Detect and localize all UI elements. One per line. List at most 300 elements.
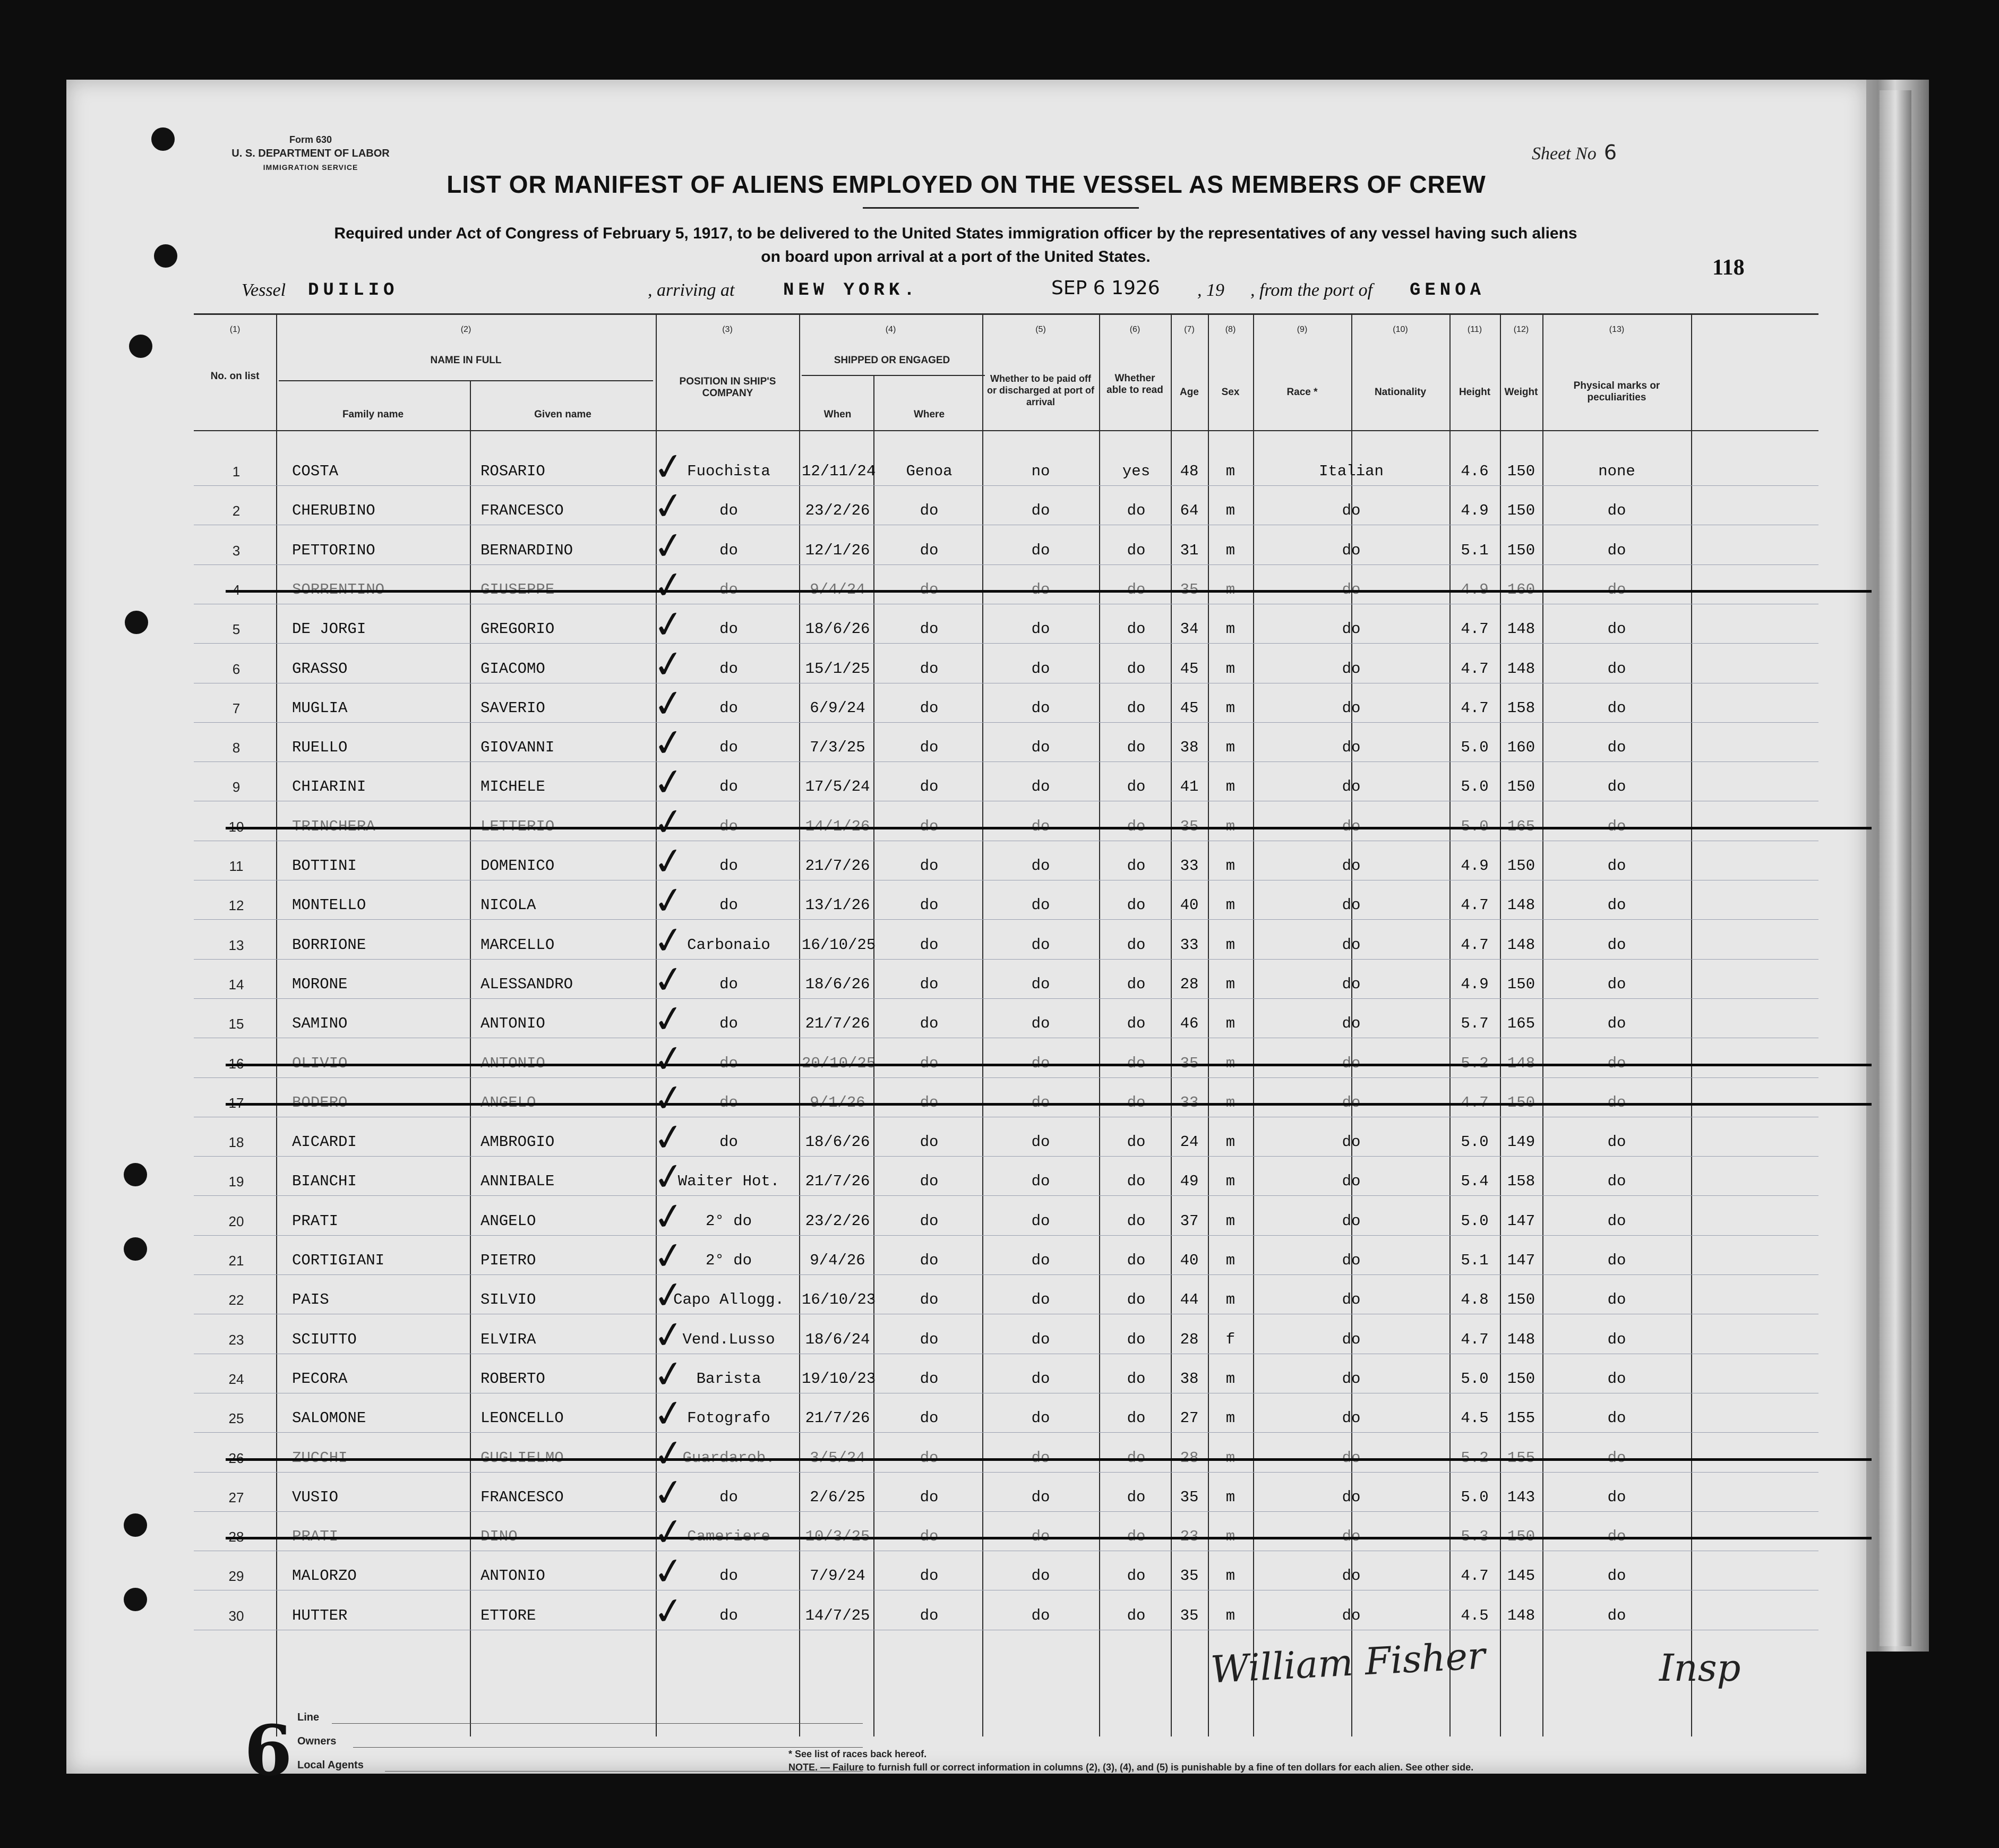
cell-when: 16/10/23 xyxy=(802,1291,876,1308)
cell-given: DOMENICO xyxy=(481,857,555,875)
row-rule xyxy=(194,722,1818,723)
cell-given: ANTONIO xyxy=(481,1055,545,1072)
cell-read: do xyxy=(1127,1133,1146,1151)
check-mark-icon: ✓ xyxy=(650,1074,688,1122)
cell-age: 24 xyxy=(1180,1133,1199,1151)
header-age: Age xyxy=(1180,387,1199,398)
inspector-title: Insp xyxy=(1659,1646,1741,1690)
cell-race: do xyxy=(1342,1133,1361,1151)
document-title: LIST OR MANIFEST OF ALIENS EMPLOYED ON THE VESSEL AS MEMBERS OF CREW xyxy=(447,170,1486,198)
header-col-number: (11) xyxy=(1467,325,1482,334)
header-paid-off: Whether to be paid off or discharged at port of arrival xyxy=(986,373,1095,407)
cell-where: do xyxy=(920,581,939,598)
cell-paid: do xyxy=(1031,699,1050,717)
cell-paid: do xyxy=(1031,1607,1050,1624)
cell-height: 4.8 xyxy=(1461,1291,1489,1308)
check-mark-icon: ✓ xyxy=(650,482,688,530)
cell-marks: do xyxy=(1607,1528,1626,1545)
cell-weight: 150 xyxy=(1507,1528,1535,1545)
strike-through-line xyxy=(226,590,1872,593)
cell-marks: do xyxy=(1607,1133,1626,1151)
cell-when: 18/6/24 xyxy=(805,1331,870,1348)
inspector-signature: William Fisher xyxy=(1209,1633,1487,1692)
cell-position: do xyxy=(719,739,738,756)
cell-marks: do xyxy=(1607,1055,1626,1072)
cell-position: do xyxy=(719,1133,738,1151)
cell-marks: do xyxy=(1607,502,1626,519)
row-rule xyxy=(194,919,1818,920)
cell-when: 18/6/26 xyxy=(805,620,870,638)
cell-paid: do xyxy=(1031,1133,1050,1151)
cell-marks: do xyxy=(1607,1331,1626,1348)
cell-sex: m xyxy=(1225,1094,1236,1111)
cell-position: Guardarob. xyxy=(682,1449,775,1467)
cell-family: TRINCHERA xyxy=(292,818,375,835)
cell-paid: do xyxy=(1031,1331,1050,1348)
header-weight: Weight xyxy=(1504,387,1538,398)
cell-family: CHERUBINO xyxy=(292,502,375,519)
cell-family: VUSIO xyxy=(292,1488,339,1506)
cell-where: do xyxy=(920,1370,939,1388)
cell-race: do xyxy=(1342,660,1361,678)
cell-when: 7/3/25 xyxy=(810,739,865,756)
row-number: 30 xyxy=(228,1608,244,1624)
cell-paid: do xyxy=(1031,976,1050,993)
cell-race: do xyxy=(1342,1488,1361,1506)
cell-height: 5.0 xyxy=(1461,1212,1489,1230)
cell-age: 45 xyxy=(1180,660,1199,678)
cell-sex: m xyxy=(1225,502,1236,519)
cell-weight: 160 xyxy=(1507,739,1535,756)
cell-race: do xyxy=(1342,896,1361,914)
cell-sex: m xyxy=(1225,1370,1236,1388)
cell-when: 23/2/26 xyxy=(805,502,870,519)
cell-age: 38 xyxy=(1180,739,1199,756)
col-divider xyxy=(470,380,471,1736)
header-col-number: (12) xyxy=(1513,325,1529,334)
cell-given: PIETRO xyxy=(481,1252,536,1269)
cell-given: ROSARIO xyxy=(481,463,545,480)
year-label: , 19 xyxy=(1197,280,1224,300)
vessel-name: DUILIO xyxy=(308,280,399,301)
cell-where: do xyxy=(920,1528,939,1545)
cell-height: 4.5 xyxy=(1461,1607,1489,1624)
row-number: 1 xyxy=(232,464,241,480)
cell-paid: do xyxy=(1031,1291,1050,1308)
cell-where: do xyxy=(920,1173,939,1190)
row-rule xyxy=(194,485,1818,486)
cell-given: BERNARDINO xyxy=(481,542,573,559)
cell-sex: m xyxy=(1225,896,1236,914)
check-mark-icon: ✓ xyxy=(650,1035,688,1083)
cell-age: 35 xyxy=(1180,1567,1199,1585)
row-number: 17 xyxy=(228,1095,244,1111)
cell-paid: do xyxy=(1031,1370,1050,1388)
cell-marks: do xyxy=(1607,620,1626,638)
cell-where: do xyxy=(920,1607,939,1624)
cell-race: do xyxy=(1342,739,1361,756)
header-col-number: (3) xyxy=(722,325,733,334)
check-mark-icon: ✓ xyxy=(650,877,688,925)
cell-family: AICARDI xyxy=(292,1133,357,1151)
from-port: GENOA xyxy=(1410,280,1486,301)
check-mark-icon: ✓ xyxy=(650,1311,688,1359)
cell-paid: do xyxy=(1031,1212,1050,1230)
cell-age: 35 xyxy=(1180,1488,1199,1506)
cell-sex: m xyxy=(1225,1409,1236,1427)
check-mark-icon: ✓ xyxy=(650,1508,688,1556)
cell-sex: m xyxy=(1225,660,1236,678)
cell-height: 4.5 xyxy=(1461,1409,1489,1427)
cell-marks: do xyxy=(1607,1488,1626,1506)
header-no-on-list: No. on list xyxy=(210,371,260,382)
cell-weight: 149 xyxy=(1507,1133,1535,1151)
check-mark-icon: ✓ xyxy=(650,719,688,767)
check-mark-icon: ✓ xyxy=(650,1547,688,1595)
cell-height: 5.1 xyxy=(1461,542,1489,559)
cell-sex: m xyxy=(1225,778,1236,795)
cell-read: do xyxy=(1127,1173,1146,1190)
cell-sex: m xyxy=(1225,1015,1236,1032)
cell-when: 13/1/26 xyxy=(805,896,870,914)
cell-age: 33 xyxy=(1180,857,1199,875)
cell-family: CHIARINI xyxy=(292,778,366,795)
check-mark-icon: ✓ xyxy=(650,443,688,491)
cell-height: 4.9 xyxy=(1461,581,1489,598)
cell-sex: m xyxy=(1225,1173,1236,1190)
cell-marks: do xyxy=(1607,976,1626,993)
cell-race: do xyxy=(1342,1331,1361,1348)
cell-race: do xyxy=(1342,1094,1361,1111)
cell-read: do xyxy=(1127,581,1146,598)
cell-family: OLIVIO xyxy=(292,1055,348,1072)
cell-paid: do xyxy=(1031,1488,1050,1506)
cell-when: 12/11/24 xyxy=(802,463,876,480)
form-number: Form 630 xyxy=(289,134,332,145)
cell-weight: 150 xyxy=(1507,976,1535,993)
cell-age: 49 xyxy=(1180,1173,1199,1190)
subtitle-line-2: on board upon arrival at a port of the United States. xyxy=(761,248,1151,266)
cell-family: PECORA xyxy=(292,1370,348,1388)
sheet-label: Sheet No xyxy=(1532,144,1597,164)
cell-weight: 165 xyxy=(1507,818,1535,835)
cell-given: ANNIBALE xyxy=(481,1173,555,1190)
cell-family: PRATI xyxy=(292,1212,339,1230)
cell-where: do xyxy=(920,1567,939,1585)
check-mark-icon: ✓ xyxy=(650,1153,688,1201)
cell-given: AMBROGIO xyxy=(481,1133,555,1151)
cell-where: do xyxy=(920,502,939,519)
cell-read: do xyxy=(1127,1607,1146,1624)
cell-sex: m xyxy=(1225,581,1236,598)
cell-family: PAIS xyxy=(292,1291,329,1308)
cell-race: do xyxy=(1342,1055,1361,1072)
cell-position: Cameriere xyxy=(687,1528,770,1545)
cell-paid: do xyxy=(1031,1449,1050,1467)
cell-where: do xyxy=(920,739,939,756)
cell-position: do xyxy=(719,542,738,559)
cell-read: do xyxy=(1127,1252,1146,1269)
cell-given: SILVIO xyxy=(481,1291,536,1308)
cell-position: do xyxy=(719,1488,738,1506)
row-rule xyxy=(194,1156,1818,1157)
cell-given: NICOLA xyxy=(481,896,536,914)
cell-marks: do xyxy=(1607,1015,1626,1032)
cell-weight: 148 xyxy=(1507,1331,1535,1348)
cell-given: ANTONIO xyxy=(481,1015,545,1032)
cell-where: do xyxy=(920,857,939,875)
cell-age: 40 xyxy=(1180,1252,1199,1269)
cell-given: ROBERTO xyxy=(481,1370,545,1388)
owners-label: Owners xyxy=(297,1735,337,1747)
cell-sex: m xyxy=(1225,976,1236,993)
cell-age: 35 xyxy=(1180,1607,1199,1624)
cell-read: do xyxy=(1127,818,1146,835)
cell-when: 15/1/25 xyxy=(805,660,870,678)
cell-marks: do xyxy=(1607,1291,1626,1308)
row-rule xyxy=(194,998,1818,999)
row-number: 24 xyxy=(228,1371,244,1387)
cell-given: SAVERIO xyxy=(481,699,545,717)
cell-weight: 150 xyxy=(1507,502,1535,519)
cell-read: do xyxy=(1127,502,1146,519)
header-col-number: (4) xyxy=(885,325,896,334)
cell-weight: 147 xyxy=(1507,1252,1535,1269)
header-col-number: (1) xyxy=(229,325,241,334)
row-rule xyxy=(194,1195,1818,1196)
cell-height: 4.7 xyxy=(1461,936,1489,954)
cell-where: do xyxy=(920,1409,939,1427)
row-rule xyxy=(194,1511,1818,1512)
cell-weight: 148 xyxy=(1507,936,1535,954)
strike-through-line xyxy=(226,1537,1872,1539)
cell-age: 31 xyxy=(1180,542,1199,559)
cell-age: 46 xyxy=(1180,1015,1199,1032)
cell-age: 41 xyxy=(1180,778,1199,795)
cell-weight: 150 xyxy=(1507,778,1535,795)
cell-family: MORONE xyxy=(292,976,348,993)
cell-family: RUELLO xyxy=(292,739,348,756)
cell-height: 4.7 xyxy=(1461,620,1489,638)
cell-sex: m xyxy=(1225,857,1236,875)
cell-where: do xyxy=(920,778,939,795)
cell-weight: 143 xyxy=(1507,1488,1535,1506)
cell-where: do xyxy=(920,1291,939,1308)
header-col-number: (8) xyxy=(1225,325,1236,334)
cell-height: 5.3 xyxy=(1461,1528,1489,1545)
cell-when: 12/1/26 xyxy=(805,542,870,559)
cell-paid: do xyxy=(1031,1567,1050,1585)
col-divider xyxy=(276,313,277,1736)
cell-family: HUTTER xyxy=(292,1607,348,1624)
arrival-date: SEP 6 1926 xyxy=(1051,277,1160,299)
cell-position: do xyxy=(719,1015,738,1032)
cell-given: GIACOMO xyxy=(481,660,545,678)
cell-age: 33 xyxy=(1180,936,1199,954)
cell-height: 5.0 xyxy=(1461,739,1489,756)
cell-race: do xyxy=(1342,818,1361,835)
cell-read: do xyxy=(1127,1370,1146,1388)
cell-paid: do xyxy=(1031,502,1050,519)
strike-through-line xyxy=(226,1458,1872,1461)
row-number: 5 xyxy=(232,621,241,637)
check-mark-icon: ✓ xyxy=(650,917,688,964)
cell-given: LEONCELLO xyxy=(481,1409,564,1427)
cell-weight: 150 xyxy=(1507,1370,1535,1388)
cell-paid: do xyxy=(1031,1252,1050,1269)
cell-height: 5.4 xyxy=(1461,1173,1489,1190)
cell-position: do xyxy=(719,1607,738,1624)
cell-weight: 155 xyxy=(1507,1449,1535,1467)
cell-given: ELVIRA xyxy=(481,1331,536,1348)
cell-marks: do xyxy=(1607,739,1626,756)
cell-age: 37 xyxy=(1180,1212,1199,1230)
header-where: Where xyxy=(913,409,945,420)
cell-paid: do xyxy=(1031,1055,1050,1072)
cell-given: MICHELE xyxy=(481,778,545,795)
cell-where: do xyxy=(920,1449,939,1467)
header-given-name: Given name xyxy=(534,409,591,420)
cell-weight: 148 xyxy=(1507,620,1535,638)
cell-height: 4.7 xyxy=(1461,896,1489,914)
cell-position: Waiter Hot. xyxy=(677,1173,780,1190)
cell-family: BOTTINI xyxy=(292,857,357,875)
cell-read: do xyxy=(1127,1528,1146,1545)
row-number: 3 xyxy=(232,543,241,559)
cell-age: 64 xyxy=(1180,502,1199,519)
cell-read: do xyxy=(1127,1488,1146,1506)
cell-when: 19/10/23 xyxy=(802,1370,876,1388)
row-rule xyxy=(194,1077,1818,1078)
cell-height: 4.7 xyxy=(1461,699,1489,717)
cell-race: do xyxy=(1342,620,1361,638)
cell-race: do xyxy=(1342,1291,1361,1308)
cell-weight: 160 xyxy=(1507,581,1535,598)
cell-family: MONTELLO xyxy=(292,896,366,914)
cell-marks: do xyxy=(1607,818,1626,835)
cell-given: MARCELLO xyxy=(481,936,555,954)
cell-read: do xyxy=(1127,1094,1146,1111)
cell-position: do xyxy=(719,581,738,598)
cell-height: 4.9 xyxy=(1461,976,1489,993)
cell-where: do xyxy=(920,976,939,993)
cell-paid: do xyxy=(1031,660,1050,678)
sheet-value: 6 xyxy=(1603,141,1617,164)
cell-age: 28 xyxy=(1180,1331,1199,1348)
cell-family: MALORZO xyxy=(292,1567,357,1585)
header-shipped-engaged: SHIPPED OR ENGAGED xyxy=(834,355,950,366)
cell-sex: m xyxy=(1225,1567,1236,1585)
cell-family: ZUCCHI xyxy=(292,1449,348,1467)
cell-given: FRANCESCO xyxy=(481,502,564,519)
cell-weight: 148 xyxy=(1507,1607,1535,1624)
cell-age: 34 xyxy=(1180,620,1199,638)
cell-sex: m xyxy=(1225,936,1236,954)
check-mark-icon: ✓ xyxy=(650,1430,688,1477)
cell-given: ALESSANDRO xyxy=(481,976,573,993)
cell-weight: 150 xyxy=(1507,1291,1535,1308)
cell-position: do xyxy=(719,976,738,993)
cell-paid: no xyxy=(1031,463,1050,480)
cell-weight: 147 xyxy=(1507,1212,1535,1230)
cell-where: do xyxy=(920,1094,939,1111)
cell-when: 10/3/25 xyxy=(805,1528,870,1545)
cell-read: do xyxy=(1127,936,1146,954)
row-number: 2 xyxy=(232,503,241,519)
cell-read: do xyxy=(1127,660,1146,678)
cell-family: SAMINO xyxy=(292,1015,348,1032)
cell-height: 4.7 xyxy=(1461,1567,1489,1585)
cell-paid: do xyxy=(1031,778,1050,795)
cell-family: SCIUTTO xyxy=(292,1331,357,1348)
cell-when: 3/5/24 xyxy=(810,1449,865,1467)
cell-marks: do xyxy=(1607,1212,1626,1230)
cell-marks: do xyxy=(1607,1409,1626,1427)
cell-position: do xyxy=(719,660,738,678)
cell-position: Barista xyxy=(696,1370,761,1388)
row-rule xyxy=(194,1235,1818,1236)
check-mark-icon: ✓ xyxy=(650,1232,688,1280)
cell-race: do xyxy=(1342,778,1361,795)
local-agents-label: Local Agents xyxy=(297,1759,364,1771)
cell-when: 21/7/26 xyxy=(805,1173,870,1190)
cell-race: do xyxy=(1342,1409,1361,1427)
check-mark-icon: ✓ xyxy=(650,758,688,806)
strike-through-line xyxy=(226,1064,1872,1066)
cell-when: 14/1/26 xyxy=(805,818,870,835)
cell-race: do xyxy=(1342,857,1361,875)
cell-when: 14/7/25 xyxy=(805,1607,870,1624)
cell-height: 4.7 xyxy=(1461,1331,1489,1348)
cell-when: 21/7/26 xyxy=(805,857,870,875)
cell-age: 45 xyxy=(1180,699,1199,717)
cell-paid: do xyxy=(1031,1173,1050,1190)
cell-given: ETTORE xyxy=(481,1607,536,1624)
cell-weight: 148 xyxy=(1507,896,1535,914)
row-rule xyxy=(194,564,1818,565)
cell-position: 2° do xyxy=(705,1252,752,1269)
row-number: 28 xyxy=(228,1529,244,1545)
cell-marks: do xyxy=(1607,1094,1626,1111)
row-number: 20 xyxy=(228,1213,244,1229)
col-divider xyxy=(1099,313,1100,1736)
header-col-number: (2) xyxy=(460,325,471,334)
cell-race: do xyxy=(1342,581,1361,598)
cell-position: Fuochista xyxy=(687,463,770,480)
cell-position: do xyxy=(719,778,738,795)
row-number: 21 xyxy=(228,1253,244,1269)
cell-given: ANGELO xyxy=(481,1094,536,1111)
cell-position: do xyxy=(719,1567,738,1585)
cell-sex: m xyxy=(1225,1449,1236,1467)
cell-read: do xyxy=(1127,857,1146,875)
header-col-number: (13) xyxy=(1609,325,1625,334)
cell-height: 4.7 xyxy=(1461,1094,1489,1111)
row-rule xyxy=(194,959,1818,960)
cell-paid: do xyxy=(1031,857,1050,875)
name-header-rule xyxy=(279,380,653,381)
cell-position: Carbonaio xyxy=(687,936,770,954)
cell-read: do xyxy=(1127,1015,1146,1032)
cell-age: 40 xyxy=(1180,896,1199,914)
cell-sex: f xyxy=(1225,1331,1236,1348)
cell-height: 5.0 xyxy=(1461,1370,1489,1388)
cell-read: do xyxy=(1127,739,1146,756)
check-mark-icon: ✓ xyxy=(650,522,688,570)
cell-position: do xyxy=(719,1055,738,1072)
cell-read: do xyxy=(1127,896,1146,914)
cell-paid: do xyxy=(1031,818,1050,835)
